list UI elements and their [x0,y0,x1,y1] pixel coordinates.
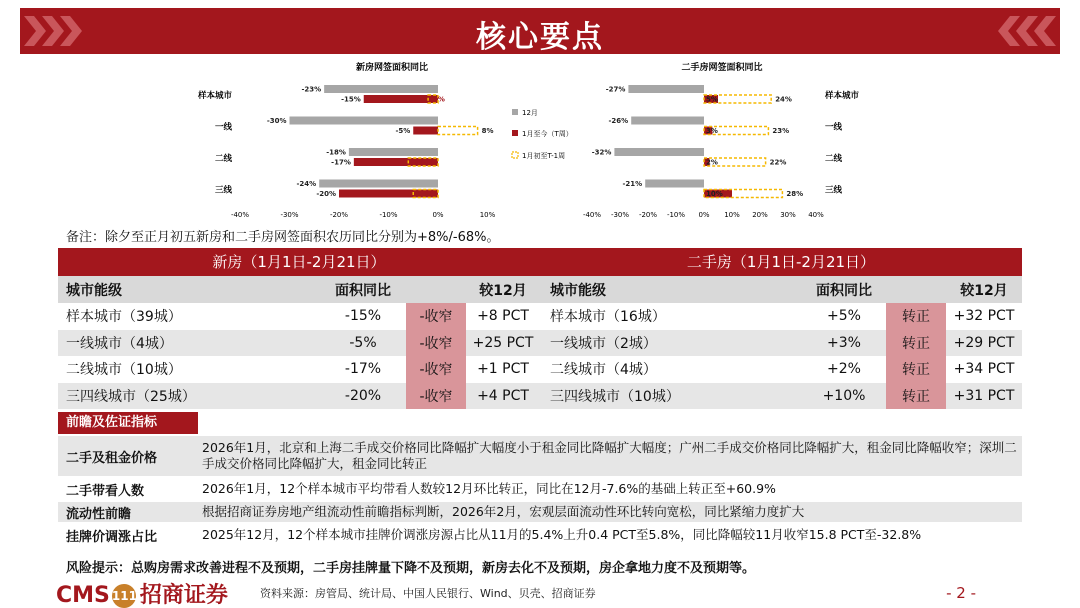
new-city-cell: 二线城市（10城） [66,362,182,379]
col-vs: 较12月 [479,282,527,299]
legend-label: 12月 [522,109,538,117]
indicator-row [58,478,1022,500]
indicator-value: 2026年1月，12个样本城市平均带看人数较12月环比转正，同比在12月-7.6%的基础上转正至+60.9% [202,481,776,496]
new-vs-cell: +25 PCT [472,334,534,351]
right-data-label-ytdT1: 23% [772,127,790,135]
indicator-value: 2026年1月，北京和上海二手成交价格同比降幅扩大幅度小于租金同比降幅扩大幅度；广州二手成交价格同比降幅扩大，租金同比降幅收窄；深圳二手成交价格同比降幅扩大，租金同比转正 [202,440,1017,471]
left-bar-ytd [413,127,438,135]
new-yoy-cell: -20% [344,387,382,404]
logo-badge-icon: 111 [112,584,136,608]
charts-area [0,56,1080,226]
right-city-label: 一线 [825,122,843,133]
left-data-label-ytd: -17% [331,158,351,167]
table-row [58,330,1022,357]
new-vs-cell: +4 PCT [477,387,529,404]
table-body [58,303,1022,409]
right-data-label-ytdT1: 24% [775,95,792,104]
left-city-label: 样本城市 [197,91,232,101]
indicator-key: 二手及租金价格 [66,450,158,466]
new-house-header: 新房（1月1日-2月21日） [212,253,386,271]
left-data-label-ytd: -5% [395,127,411,135]
indicator-row [58,436,1022,476]
new-yoy-cell: -17% [344,361,382,378]
left-chart-title: 新房网签面积同比 [355,63,429,73]
right-tick-label: -20% [638,211,658,219]
table-row [58,303,1022,330]
indicator-row [58,502,1022,522]
indicators-head: 前瞻及佐证指标 [58,412,198,434]
right-tick-label: 10% [724,211,740,219]
right-city-label: 二线 [825,154,843,164]
second-vs-cell: +31 PCT [953,387,1015,404]
footer [0,576,1080,608]
logo-en: CMS [56,583,110,608]
right-bar-dec [645,180,704,188]
logo-cn: 招商证券 [139,583,228,608]
col-tag-2 [886,276,946,303]
right-city-label: 三线 [825,185,843,196]
risk-warning: 风险提示：总购房需求改善进程不及预期，二手房挂牌量下降不及预期，新房去化不及预期，房企拿地力度不及预期等。 [66,561,756,576]
indicator-value: 根据招商证券房地产组流动性前瞻指标判断，2026年2月，宏观层面流动性环比转向宽松，同比紧缩力度扩大 [202,504,805,519]
left-data-label-dec: -24% [296,180,317,188]
second-vs-cell: +34 PCT [953,361,1015,378]
charts-svg [0,56,1080,226]
indicators-section [58,412,1022,546]
second-city-cell: 一线城市（2城） [550,335,657,352]
indicator-key: 二手带看人数 [66,483,145,499]
second-tag-cell: 转正 [886,303,946,330]
second-tag-cell: 转正 [886,356,946,383]
left-data-label-dec: -18% [326,148,346,157]
source-text: 资料来源：房管局、统计局、中国人民银行、Wind、贝壳、招商证券 [260,587,596,600]
table-row [58,383,1022,410]
col-yoy-2: 面积同比 [816,282,872,299]
right-data-label-dec: -26% [608,117,629,125]
left-tick-label: -20% [329,211,349,219]
new-city-cell: 三四线城市（25城） [66,388,196,405]
col-yoy: 面积同比 [335,282,391,299]
new-city-cell: 一线城市（4城） [66,335,173,352]
left-city-label: 三线 [214,185,232,196]
right-data-label-ytd: 5% [706,95,718,104]
second-tag-cell: 转正 [886,330,946,357]
col-vs-2: 较12月 [960,282,1008,299]
left-bar-ytdT1 [438,127,478,135]
right-tick-label: -10% [666,211,686,219]
table-row [58,356,1022,383]
chevron-decoration-right [940,14,1060,48]
left-bar-ytd [364,95,438,103]
left-data-label-dec: -30% [266,117,287,125]
second-yoy-cell: +5% [827,308,861,325]
right-tick-label: -30% [610,211,630,219]
left-tick-label: -30% [280,211,299,219]
new-tag-cell: -收窄 [406,330,466,357]
second-city-cell: 三四线城市（10城） [550,388,680,405]
new-vs-cell: +1 PCT [477,361,529,378]
right-data-label-dec: -27% [605,85,626,94]
right-bar-dec [614,148,704,156]
right-tick-label: 20% [752,211,768,219]
second-vs-cell: +29 PCT [953,334,1015,351]
left-data-label-dec: -23% [301,85,322,94]
left-city-label: 一线 [214,122,232,133]
summary-table [58,248,1022,409]
right-data-label-dec: -32% [591,148,612,157]
right-data-label-ytd: 3% [706,127,718,135]
title-banner [20,8,1060,54]
left-data-label-ytdT1: -6% [410,158,426,167]
note-text: 备注：除夕至正月初五新房和二手房网签面积农历同比分别为+8%/-68%。 [66,230,500,245]
right-tick-label: 0% [698,211,710,219]
right-bar-dec [631,117,704,125]
left-data-label-ytd: -15% [341,95,361,104]
col-tag [406,276,466,303]
new-vs-cell: +8 PCT [477,308,529,325]
new-tag-cell: -收窄 [406,356,466,383]
left-tick-label: 0% [432,211,444,219]
left-tick-label: -40% [230,211,250,219]
second-yoy-cell: +10% [822,387,866,404]
indicator-key: 挂牌价调涨占比 [66,529,158,545]
left-bar-dec [290,117,439,125]
new-tag-cell: -收窄 [406,383,466,410]
left-data-label-ytdT1: 8% [481,127,494,135]
left-city-label: 二线 [214,154,232,164]
legend-label: 1月初至T-1周 [522,152,566,160]
left-tick-label: 10% [479,211,496,219]
col-city-2: 城市能级 [550,282,606,299]
page-number: - 2 - [946,584,976,602]
second-yoy-cell: +2% [827,361,861,378]
legend-swatch [512,130,518,136]
right-tick-label: 30% [780,211,796,219]
legend-swatch [512,109,518,115]
left-bar-dec [324,85,438,93]
cms-logo [56,578,228,608]
left-data-label-ytdT1: -5% [415,190,431,198]
column-header-row [58,276,1022,303]
right-bar-dec [628,85,704,93]
left-bar-dec [349,148,438,156]
second-city-cell: 二线城市（4城） [550,362,657,379]
new-yoy-cell: -15% [344,308,382,325]
new-tag-cell: -收窄 [406,303,466,330]
right-chart-title: 二手房网签面积同比 [681,63,763,73]
indicators-body [58,434,1022,546]
second-vs-cell: +32 PCT [953,308,1015,325]
left-tick-label: -10% [379,211,398,219]
second-yoy-cell: +3% [827,334,861,351]
indicator-row [58,524,1022,546]
left-bar-ytd [354,158,438,166]
right-data-label-ytd: 2% [706,158,718,167]
second-city-cell: 样本城市（16城） [550,309,666,326]
right-data-label-ytdT1: 22% [769,158,787,167]
right-data-label-dec: -21% [622,180,643,188]
second-house-header: 二手房（1月1日-2月21日） [686,253,876,271]
left-data-label-ytdT1: -2% [430,95,445,104]
right-data-label-ytd: 10% [706,190,723,198]
indicator-value: 2025年12月，12个样本城市挂牌价调涨房源占比从11月的5.4%上升0.4 PCT至5.8%，同比降幅较11月收窄15.8 PCT至-32.8% [202,527,922,542]
new-yoy-cell: -5% [349,334,377,351]
left-bar-dec [319,180,438,188]
page-title: 核心要点 [476,20,604,55]
second-tag-cell: 转正 [886,383,946,410]
indicator-key: 流动性前瞻 [66,506,132,522]
legend-swatch [512,152,518,158]
legend-label: 1月至今（T周） [522,130,573,138]
left-data-label-ytd: -20% [316,190,336,198]
right-city-label: 样本城市 [825,91,860,101]
right-data-label-ytdT1: 28% [786,190,804,198]
right-tick-label: 40% [808,211,824,219]
col-city: 城市能级 [66,282,122,299]
new-city-cell: 样本城市（39城） [66,309,182,326]
right-tick-label: -40% [582,211,602,219]
table-header [58,248,1022,276]
